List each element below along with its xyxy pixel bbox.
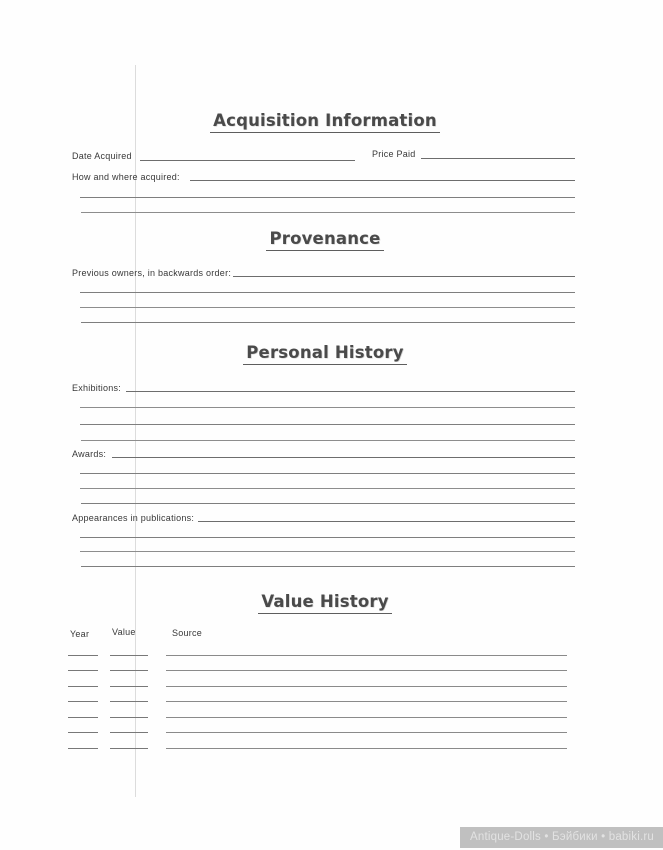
blank-line [80, 473, 575, 474]
price-paid-label: Price Paid [372, 149, 416, 159]
value-history-row [0, 640, 663, 656]
blank-line [80, 197, 575, 198]
blank-line [81, 212, 575, 213]
how-where-line [190, 180, 575, 181]
exhibitions-label: Exhibitions: [72, 383, 122, 393]
value-history-row [0, 671, 663, 687]
section-title-value-history: Value History [75, 592, 575, 614]
blank-line [81, 322, 575, 323]
column-header-source: Source [172, 628, 203, 638]
blank-line [80, 488, 575, 489]
value-history-row [0, 702, 663, 718]
blank-line [80, 551, 575, 552]
blank-line [81, 566, 575, 567]
blank-line [80, 292, 575, 293]
blank-line [80, 424, 575, 425]
column-header-year: Year [70, 629, 90, 639]
value-history-row [0, 733, 663, 749]
section-title-personal-history: Personal History [75, 343, 575, 365]
value-history-row [0, 718, 663, 734]
previous-owners-label: Previous owners, in backwards order: [72, 268, 232, 278]
section-title-provenance: Provenance [75, 229, 575, 251]
previous-owners-line [233, 276, 575, 277]
blank-line [81, 440, 575, 441]
exhibitions-line [126, 391, 575, 392]
value-history-rows [0, 640, 663, 749]
blank-line [80, 407, 575, 408]
date-acquired-label: Date Acquired [72, 151, 132, 161]
value-history-row [0, 687, 663, 703]
column-header-value: Value [112, 627, 136, 637]
site-watermark: Antique-Dolls • Бэйбики • babiki.ru [460, 827, 663, 848]
appearances-label: Appearances in publications: [72, 513, 195, 523]
date-acquired-line [140, 160, 355, 161]
blank-line [80, 537, 575, 538]
how-where-label: How and where acquired: [72, 172, 180, 182]
value-entry-line [110, 748, 148, 749]
awards-label: Awards: [72, 449, 107, 459]
source-entry-line [166, 748, 567, 749]
blank-line [81, 503, 575, 504]
year-entry-line [68, 748, 98, 749]
awards-line [112, 457, 575, 458]
appearances-line [198, 521, 575, 522]
section-title-acquisition: Acquisition Information [75, 111, 575, 133]
blank-line [80, 307, 575, 308]
price-paid-line [421, 158, 575, 159]
value-history-row [0, 656, 663, 672]
